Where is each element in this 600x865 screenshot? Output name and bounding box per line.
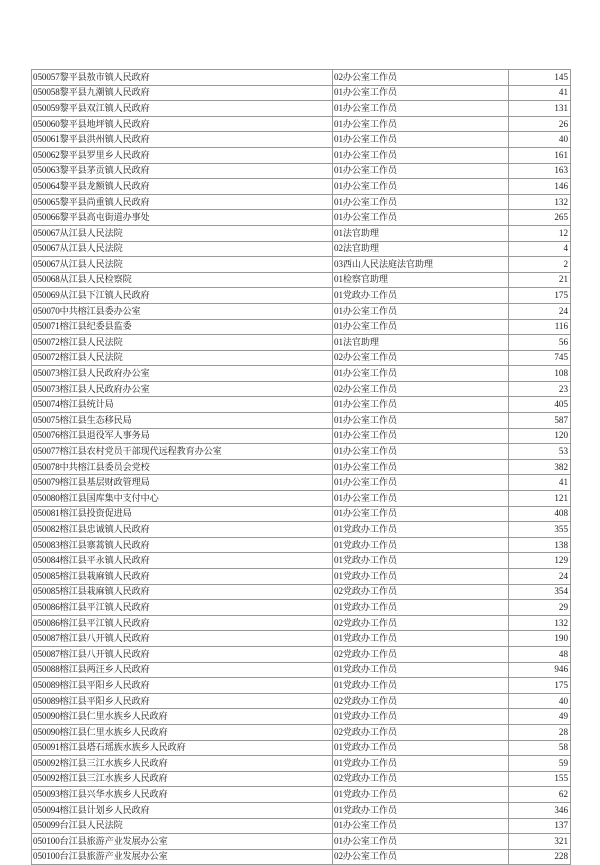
cell-organization: 050062黎平县罗里乡人民政府 bbox=[32, 147, 333, 163]
cell-position: 01党政办工作员 bbox=[333, 569, 509, 585]
position-listing-table bbox=[31, 69, 571, 865]
cell-organization: 050092榕江县三江水族乡人民政府 bbox=[32, 756, 333, 772]
cell-organization: 050099台江县人民法院 bbox=[32, 818, 333, 834]
cell-position: 01办公室工作员 bbox=[333, 506, 509, 522]
cell-position: 01办公室工作员 bbox=[333, 101, 509, 117]
cell-organization: 050057黎平县敖市镇人民政府 bbox=[32, 70, 333, 86]
cell-count: 41 bbox=[509, 475, 571, 491]
table-row bbox=[32, 179, 571, 195]
cell-count: 28 bbox=[509, 724, 571, 740]
cell-organization: 050063黎平县茅贡镇人民政府 bbox=[32, 163, 333, 179]
cell-count: 382 bbox=[509, 459, 571, 475]
table-row bbox=[32, 85, 571, 101]
table-row bbox=[32, 288, 571, 304]
cell-organization: 050080榕江县国库集中支付中心 bbox=[32, 491, 333, 507]
cell-count: 265 bbox=[509, 210, 571, 226]
cell-count: 132 bbox=[509, 194, 571, 210]
cell-position: 01党政办工作员 bbox=[333, 756, 509, 772]
table-row bbox=[32, 615, 571, 631]
cell-count: 175 bbox=[509, 288, 571, 304]
table-row bbox=[32, 740, 571, 756]
cell-organization: 050090榕江县仁里水族乡人民政府 bbox=[32, 709, 333, 725]
cell-count: 58 bbox=[509, 740, 571, 756]
cell-organization: 050060黎平县地坪镇人民政府 bbox=[32, 116, 333, 132]
cell-count: 145 bbox=[509, 70, 571, 86]
cell-count: 40 bbox=[509, 132, 571, 148]
cell-organization: 050088榕江县两汪乡人民政府 bbox=[32, 662, 333, 678]
cell-count: 2 bbox=[509, 257, 571, 273]
table-row bbox=[32, 834, 571, 850]
cell-position: 01党政办工作员 bbox=[333, 553, 509, 569]
cell-organization: 050070中共榕江县委办公室 bbox=[32, 303, 333, 319]
cell-count: 355 bbox=[509, 522, 571, 538]
table-row bbox=[32, 147, 571, 163]
cell-position: 02法官助理 bbox=[333, 241, 509, 257]
cell-position: 02党政办工作员 bbox=[333, 693, 509, 709]
cell-count: 190 bbox=[509, 631, 571, 647]
table-row bbox=[32, 428, 571, 444]
cell-organization: 050094榕江县计划乡人民政府 bbox=[32, 802, 333, 818]
cell-organization: 050074榕江县统计局 bbox=[32, 397, 333, 413]
table-row bbox=[32, 257, 571, 273]
cell-position: 02党政办工作员 bbox=[333, 646, 509, 662]
cell-count: 155 bbox=[509, 771, 571, 787]
table-row bbox=[32, 381, 571, 397]
cell-organization: 050085榕江县栽麻镇人民政府 bbox=[32, 584, 333, 600]
cell-organization: 050068从江县人民检察院 bbox=[32, 272, 333, 288]
cell-count: 946 bbox=[509, 662, 571, 678]
cell-position: 01办公室工作员 bbox=[333, 85, 509, 101]
table-row bbox=[32, 366, 571, 382]
table-row bbox=[32, 522, 571, 538]
cell-organization: 050067从江县人民法院 bbox=[32, 241, 333, 257]
cell-position: 01党政办工作员 bbox=[333, 631, 509, 647]
cell-count: 745 bbox=[509, 350, 571, 366]
cell-position: 01党政办工作员 bbox=[333, 678, 509, 694]
cell-organization: 050077榕江县农村党员干部现代远程教育办公室 bbox=[32, 444, 333, 460]
cell-count: 41 bbox=[509, 85, 571, 101]
cell-position: 01党政办工作员 bbox=[333, 802, 509, 818]
cell-organization: 050083榕江县寨蒿镇人民政府 bbox=[32, 537, 333, 553]
cell-count: 354 bbox=[509, 584, 571, 600]
table-row bbox=[32, 350, 571, 366]
table-row bbox=[32, 600, 571, 616]
table-row bbox=[32, 802, 571, 818]
cell-organization: 050078中共榕江县委员会党校 bbox=[32, 459, 333, 475]
cell-organization: 050058黎平县九潮镇人民政府 bbox=[32, 85, 333, 101]
table-row bbox=[32, 225, 571, 241]
cell-organization: 050087榕江县八开镇人民政府 bbox=[32, 646, 333, 662]
cell-position: 01办公室工作员 bbox=[333, 397, 509, 413]
table-row bbox=[32, 413, 571, 429]
cell-count: 146 bbox=[509, 179, 571, 195]
cell-count: 131 bbox=[509, 101, 571, 117]
cell-count: 24 bbox=[509, 303, 571, 319]
table-row bbox=[32, 210, 571, 226]
cell-count: 121 bbox=[509, 491, 571, 507]
cell-count: 346 bbox=[509, 802, 571, 818]
cell-organization: 050066黎平县高屯街道办事处 bbox=[32, 210, 333, 226]
table-row bbox=[32, 584, 571, 600]
table-body bbox=[32, 70, 571, 865]
cell-count: 49 bbox=[509, 709, 571, 725]
cell-count: 408 bbox=[509, 506, 571, 522]
cell-position: 01党政办工作员 bbox=[333, 787, 509, 803]
table-row bbox=[32, 319, 571, 335]
cell-count: 129 bbox=[509, 553, 571, 569]
cell-organization: 050061黎平县洪州镇人民政府 bbox=[32, 132, 333, 148]
table-row bbox=[32, 335, 571, 351]
cell-count: 163 bbox=[509, 163, 571, 179]
table-row bbox=[32, 678, 571, 694]
cell-count: 175 bbox=[509, 678, 571, 694]
cell-position: 01办公室工作员 bbox=[333, 194, 509, 210]
cell-position: 03西山人民法庭法官助理 bbox=[333, 257, 509, 273]
table-row bbox=[32, 693, 571, 709]
cell-organization: 050071榕江县纪委县监委 bbox=[32, 319, 333, 335]
cell-position: 01办公室工作员 bbox=[333, 834, 509, 850]
cell-position: 01办公室工作员 bbox=[333, 428, 509, 444]
cell-count: 321 bbox=[509, 834, 571, 850]
cell-position: 02党政办工作员 bbox=[333, 724, 509, 740]
cell-count: 138 bbox=[509, 537, 571, 553]
cell-count: 21 bbox=[509, 272, 571, 288]
cell-count: 26 bbox=[509, 116, 571, 132]
cell-count: 116 bbox=[509, 319, 571, 335]
cell-position: 01办公室工作员 bbox=[333, 818, 509, 834]
table-row bbox=[32, 553, 571, 569]
cell-organization: 050073榕江县人民政府办公室 bbox=[32, 381, 333, 397]
cell-organization: 050082榕江县忠诚镇人民政府 bbox=[32, 522, 333, 538]
cell-organization: 050089榕江县平阳乡人民政府 bbox=[32, 678, 333, 694]
cell-count: 4 bbox=[509, 241, 571, 257]
table-row bbox=[32, 444, 571, 460]
cell-count: 161 bbox=[509, 147, 571, 163]
cell-organization: 050064黎平县龙额镇人民政府 bbox=[32, 179, 333, 195]
cell-position: 01党政办工作员 bbox=[333, 600, 509, 616]
cell-position: 02办公室工作员 bbox=[333, 70, 509, 86]
cell-count: 587 bbox=[509, 413, 571, 429]
cell-position: 01办公室工作员 bbox=[333, 116, 509, 132]
cell-count: 24 bbox=[509, 569, 571, 585]
cell-count: 53 bbox=[509, 444, 571, 460]
cell-organization: 050091榕江县塔石瑶族水族乡人民政府 bbox=[32, 740, 333, 756]
cell-count: 12 bbox=[509, 225, 571, 241]
cell-position: 01办公室工作员 bbox=[333, 459, 509, 475]
cell-organization: 050069从江县下江镇人民政府 bbox=[32, 288, 333, 304]
table-row bbox=[32, 662, 571, 678]
table-row bbox=[32, 787, 571, 803]
cell-organization: 050075榕江县生态移民局 bbox=[32, 413, 333, 429]
cell-organization: 050090榕江县仁里水族乡人民政府 bbox=[32, 724, 333, 740]
cell-position: 01党政办工作员 bbox=[333, 522, 509, 538]
cell-count: 228 bbox=[509, 849, 571, 865]
table-row bbox=[32, 491, 571, 507]
cell-organization: 050084榕江县平永镇人民政府 bbox=[32, 553, 333, 569]
cell-position: 02办公室工作员 bbox=[333, 350, 509, 366]
table-row bbox=[32, 818, 571, 834]
cell-position: 01党政办工作员 bbox=[333, 537, 509, 553]
table-row bbox=[32, 475, 571, 491]
table-row bbox=[32, 771, 571, 787]
table-row bbox=[32, 646, 571, 662]
table-row bbox=[32, 194, 571, 210]
cell-organization: 050081榕江县投资促进局 bbox=[32, 506, 333, 522]
table-row bbox=[32, 397, 571, 413]
cell-position: 01办公室工作员 bbox=[333, 303, 509, 319]
table-row bbox=[32, 849, 571, 865]
cell-count: 48 bbox=[509, 646, 571, 662]
cell-position: 02办公室工作员 bbox=[333, 849, 509, 865]
cell-position: 01办公室工作员 bbox=[333, 179, 509, 195]
cell-position: 01党政办工作员 bbox=[333, 740, 509, 756]
cell-organization: 050073榕江县人民政府办公室 bbox=[32, 366, 333, 382]
cell-position: 01办公室工作员 bbox=[333, 413, 509, 429]
cell-organization: 050086榕江县平江镇人民政府 bbox=[32, 615, 333, 631]
table-row bbox=[32, 241, 571, 257]
cell-count: 40 bbox=[509, 693, 571, 709]
table-row bbox=[32, 724, 571, 740]
cell-count: 59 bbox=[509, 756, 571, 772]
cell-organization: 050085榕江县栽麻镇人民政府 bbox=[32, 569, 333, 585]
cell-organization: 050100台江县旅游产业发展办公室 bbox=[32, 834, 333, 850]
table-row bbox=[32, 132, 571, 148]
cell-position: 01检察官助理 bbox=[333, 272, 509, 288]
cell-organization: 050065黎平县尚重镇人民政府 bbox=[32, 194, 333, 210]
cell-position: 01法官助理 bbox=[333, 225, 509, 241]
spreadsheet-sheet bbox=[31, 69, 570, 865]
cell-organization: 050093榕江县兴华水族乡人民政府 bbox=[32, 787, 333, 803]
cell-organization: 050059黎平县双江镇人民政府 bbox=[32, 101, 333, 117]
cell-position: 01办公室工作员 bbox=[333, 366, 509, 382]
table-row bbox=[32, 101, 571, 117]
table-row bbox=[32, 70, 571, 86]
cell-organization: 050067从江县人民法院 bbox=[32, 225, 333, 241]
table-row bbox=[32, 116, 571, 132]
cell-organization: 050092榕江县三江水族乡人民政府 bbox=[32, 771, 333, 787]
table-row bbox=[32, 272, 571, 288]
cell-count: 137 bbox=[509, 818, 571, 834]
cell-position: 01办公室工作员 bbox=[333, 475, 509, 491]
cell-position: 02办公室工作员 bbox=[333, 381, 509, 397]
cell-organization: 050089榕江县平阳乡人民政府 bbox=[32, 693, 333, 709]
cell-organization: 050067从江县人民法院 bbox=[32, 257, 333, 273]
cell-organization: 050079榕江县基层财政管理局 bbox=[32, 475, 333, 491]
table-row bbox=[32, 537, 571, 553]
cell-position: 02党政办工作员 bbox=[333, 584, 509, 600]
table-row bbox=[32, 569, 571, 585]
cell-position: 01党政办工作员 bbox=[333, 288, 509, 304]
cell-count: 108 bbox=[509, 366, 571, 382]
cell-count: 56 bbox=[509, 335, 571, 351]
cell-position: 01办公室工作员 bbox=[333, 132, 509, 148]
table-row bbox=[32, 709, 571, 725]
cell-position: 01办公室工作员 bbox=[333, 491, 509, 507]
cell-position: 02党政办工作员 bbox=[333, 615, 509, 631]
cell-organization: 050100台江县旅游产业发展办公室 bbox=[32, 849, 333, 865]
table-row bbox=[32, 303, 571, 319]
table-row bbox=[32, 459, 571, 475]
cell-organization: 050086榕江县平江镇人民政府 bbox=[32, 600, 333, 616]
table-row bbox=[32, 631, 571, 647]
cell-position: 01办公室工作员 bbox=[333, 444, 509, 460]
cell-count: 23 bbox=[509, 381, 571, 397]
table-row bbox=[32, 506, 571, 522]
cell-organization: 050072榕江县人民法院 bbox=[32, 350, 333, 366]
cell-organization: 050076榕江县退役军人事务局 bbox=[32, 428, 333, 444]
cell-count: 405 bbox=[509, 397, 571, 413]
cell-position: 01办公室工作员 bbox=[333, 163, 509, 179]
cell-position: 02党政办工作员 bbox=[333, 771, 509, 787]
cell-organization: 050087榕江县八开镇人民政府 bbox=[32, 631, 333, 647]
cell-position: 01办公室工作员 bbox=[333, 319, 509, 335]
cell-count: 62 bbox=[509, 787, 571, 803]
table-row bbox=[32, 163, 571, 179]
cell-position: 01办公室工作员 bbox=[333, 147, 509, 163]
cell-position: 01办公室工作员 bbox=[333, 210, 509, 226]
cell-count: 132 bbox=[509, 615, 571, 631]
cell-position: 01党政办工作员 bbox=[333, 662, 509, 678]
cell-count: 29 bbox=[509, 600, 571, 616]
table-row bbox=[32, 756, 571, 772]
cell-position: 01法官助理 bbox=[333, 335, 509, 351]
cell-organization: 050072榕江县人民法院 bbox=[32, 335, 333, 351]
cell-count: 120 bbox=[509, 428, 571, 444]
cell-position: 01党政办工作员 bbox=[333, 709, 509, 725]
